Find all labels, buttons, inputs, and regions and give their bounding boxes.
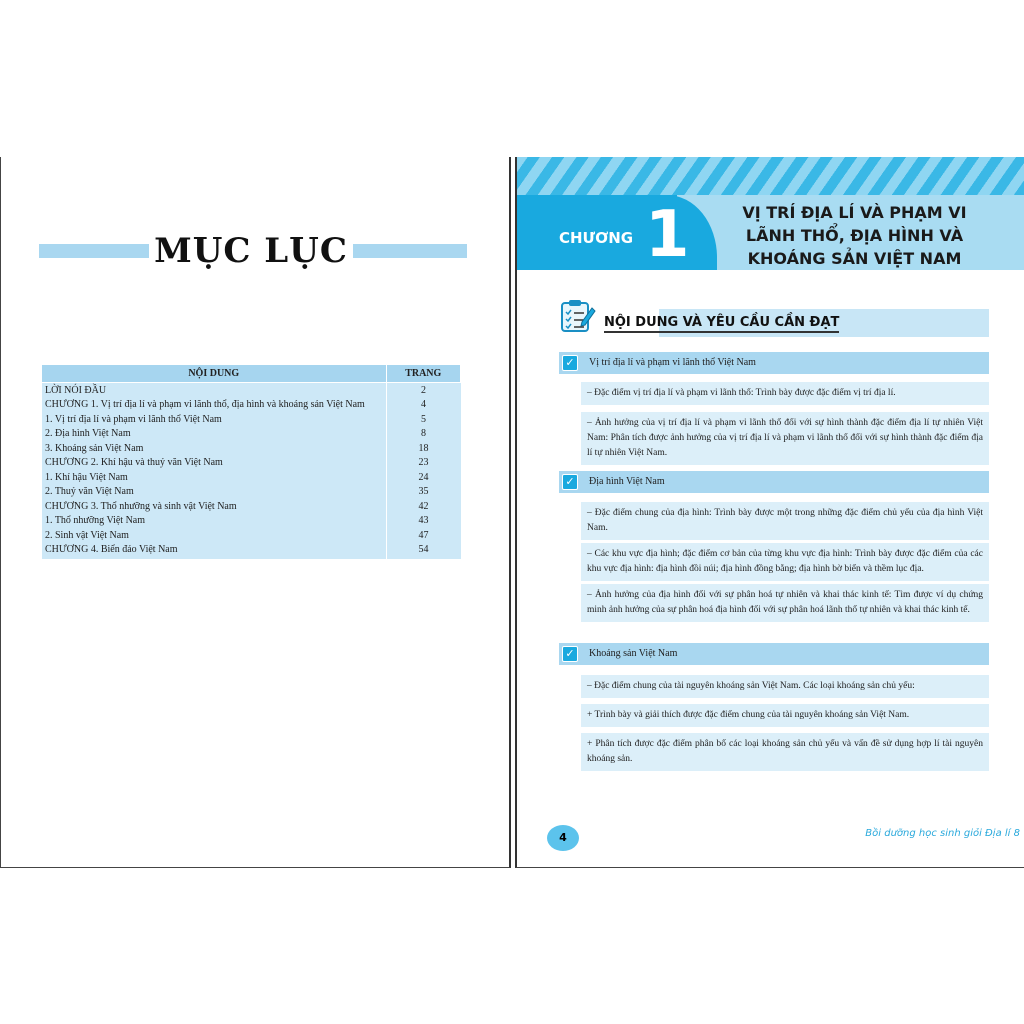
toc-body xyxy=(42,383,461,560)
toc-entry: 3. Khoáng sản Việt Nam xyxy=(42,441,387,456)
page-number: 4 xyxy=(547,825,579,851)
checkbox-icon: ✓ xyxy=(562,355,578,371)
title-band-right xyxy=(353,244,467,258)
topic-minerals xyxy=(559,643,989,665)
toc-row xyxy=(42,543,461,560)
toc-row xyxy=(42,383,461,398)
requirement-item: – Các khu vực địa hình; đặc điểm cơ bản của từng khu vực địa hình: Trình bày được đặc điểm của các khu vực địa hình: địa hình đồi núi; địa hình đồng bằng; địa hình bờ biển và thềm lục địa. xyxy=(581,543,989,581)
toc-row xyxy=(42,514,461,529)
right-page xyxy=(515,157,1024,868)
topic-label: Vị trí địa lí và phạm vi lãnh thổ Việt Nam xyxy=(589,357,756,368)
title-band-left xyxy=(39,244,149,258)
toc-row xyxy=(42,499,461,514)
toc-page: 2 xyxy=(386,383,461,398)
toc-row xyxy=(42,412,461,427)
checkbox-icon: ✓ xyxy=(562,474,578,490)
chapter-number: 1 xyxy=(645,198,690,272)
toc-header-content: NỘI DUNG xyxy=(42,365,387,383)
toc-entry: 1. Khí hậu Việt Nam xyxy=(42,470,387,485)
toc-entry: CHƯƠNG 2. Khí hậu và thuỷ văn Việt Nam xyxy=(42,456,387,471)
toc-header-page: TRANG xyxy=(386,365,461,383)
toc-page: 4 xyxy=(386,398,461,413)
topic-label: Khoáng sản Việt Nam xyxy=(589,648,678,659)
clipboard-checklist-icon xyxy=(559,298,597,334)
toc-row xyxy=(42,441,461,456)
requirement-item: – Đặc điểm vị trí địa lí và phạm vi lãnh thổ: Trình bày được đặc điểm vị trí địa lí. xyxy=(581,382,989,405)
toc-entry: 2. Thuỷ văn Việt Nam xyxy=(42,485,387,500)
requirement-item: + Trình bày và giải thích được đặc điểm chung của tài nguyên khoáng sản Việt Nam. xyxy=(581,704,989,727)
toc-row xyxy=(42,398,461,413)
chapter-word: CHƯƠNG xyxy=(559,229,634,247)
requirement-item: + Phân tích được đặc điểm phân bố các loại khoáng sản chủ yếu và vấn đề sử dụng hợp lí tài nguyên khoáng sản. xyxy=(581,733,989,771)
toc-entry: 1. Thổ nhưỡng Việt Nam xyxy=(42,514,387,529)
topic-terrain xyxy=(559,471,989,493)
toc-page: 42 xyxy=(386,499,461,514)
chapter-title: VỊ TRÍ ĐỊA LÍ VÀ PHẠM VI LÃNH THỔ, ĐỊA HÌNH VÀ KHOÁNG SẢN VIỆT NAM xyxy=(742,203,967,268)
toc-entry: CHƯƠNG 1. Vị trí địa lí và phạm vi lãnh thổ, địa hình và khoáng sản Việt Nam xyxy=(42,398,387,413)
requirement-item: – Ảnh hưởng của vị trí địa lí và phạm vi lãnh thổ đối với sự hình thành đặc điểm địa lí tự nhiên Việt Nam: Phân tích được ảnh hưởng của vị trí địa lí và phạm vi lãnh thổ đối với sự hình thành đặc điểm địa lí tự nhiên Việt Nam. xyxy=(581,412,989,465)
toc-page: 5 xyxy=(386,412,461,427)
footer-book-title: Bồi dưỡng học sinh giỏi Địa lí 8 xyxy=(865,828,1020,839)
toc-entry: 1. Vị trí địa lí và phạm vi lãnh thổ Việt Nam xyxy=(42,412,387,427)
topic-label: Địa hình Việt Nam xyxy=(589,476,665,487)
toc-page: 35 xyxy=(386,485,461,500)
topic-location xyxy=(559,352,989,374)
toc-page: 23 xyxy=(386,456,461,471)
toc-page: 47 xyxy=(386,528,461,543)
toc-row xyxy=(42,528,461,543)
toc-table xyxy=(41,364,461,559)
checkbox-icon: ✓ xyxy=(562,646,578,662)
requirement-item: – Ảnh hưởng của địa hình đối với sự phân hoá tự nhiên và khai thác kinh tế: Tìm được ví dụ chứng minh ảnh hưởng của sự phân hoá địa hình đối với sự phân hoá lãnh thổ tự nhiên và khai thác kinh tế. xyxy=(581,584,989,622)
toc-page: 8 xyxy=(386,427,461,442)
toc-entry: CHƯƠNG 4. Biển đảo Việt Nam xyxy=(42,543,387,560)
toc-page: 54 xyxy=(386,543,461,560)
header-stripes xyxy=(517,157,1024,195)
toc-entry: LỜI NÓI ĐẦU xyxy=(42,383,387,398)
toc-row xyxy=(42,427,461,442)
toc-title: MỤC LỤC xyxy=(154,231,348,271)
toc-entry: 2. Sinh vật Việt Nam xyxy=(42,528,387,543)
section-title: NỘI DUNG VÀ YÊU CẦU CẦN ĐẠT xyxy=(604,315,839,333)
requirement-item: – Đặc điểm chung của địa hình: Trình bày được một trong những đặc điểm chủ yếu của địa hình Việt Nam. xyxy=(581,502,989,540)
toc-entry: 2. Địa hình Việt Nam xyxy=(42,427,387,442)
left-page xyxy=(0,157,511,868)
toc-page: 18 xyxy=(386,441,461,456)
toc-row xyxy=(42,456,461,471)
toc-entry: CHƯƠNG 3. Thổ nhưỡng và sinh vật Việt Nam xyxy=(42,499,387,514)
requirement-item: – Đặc điểm chung của tài nguyên khoáng sản Việt Nam. Các loại khoáng sản chủ yếu: xyxy=(581,675,989,698)
toc-page: 24 xyxy=(386,470,461,485)
toc-row xyxy=(42,485,461,500)
toc-row xyxy=(42,470,461,485)
toc-page: 43 xyxy=(386,514,461,529)
